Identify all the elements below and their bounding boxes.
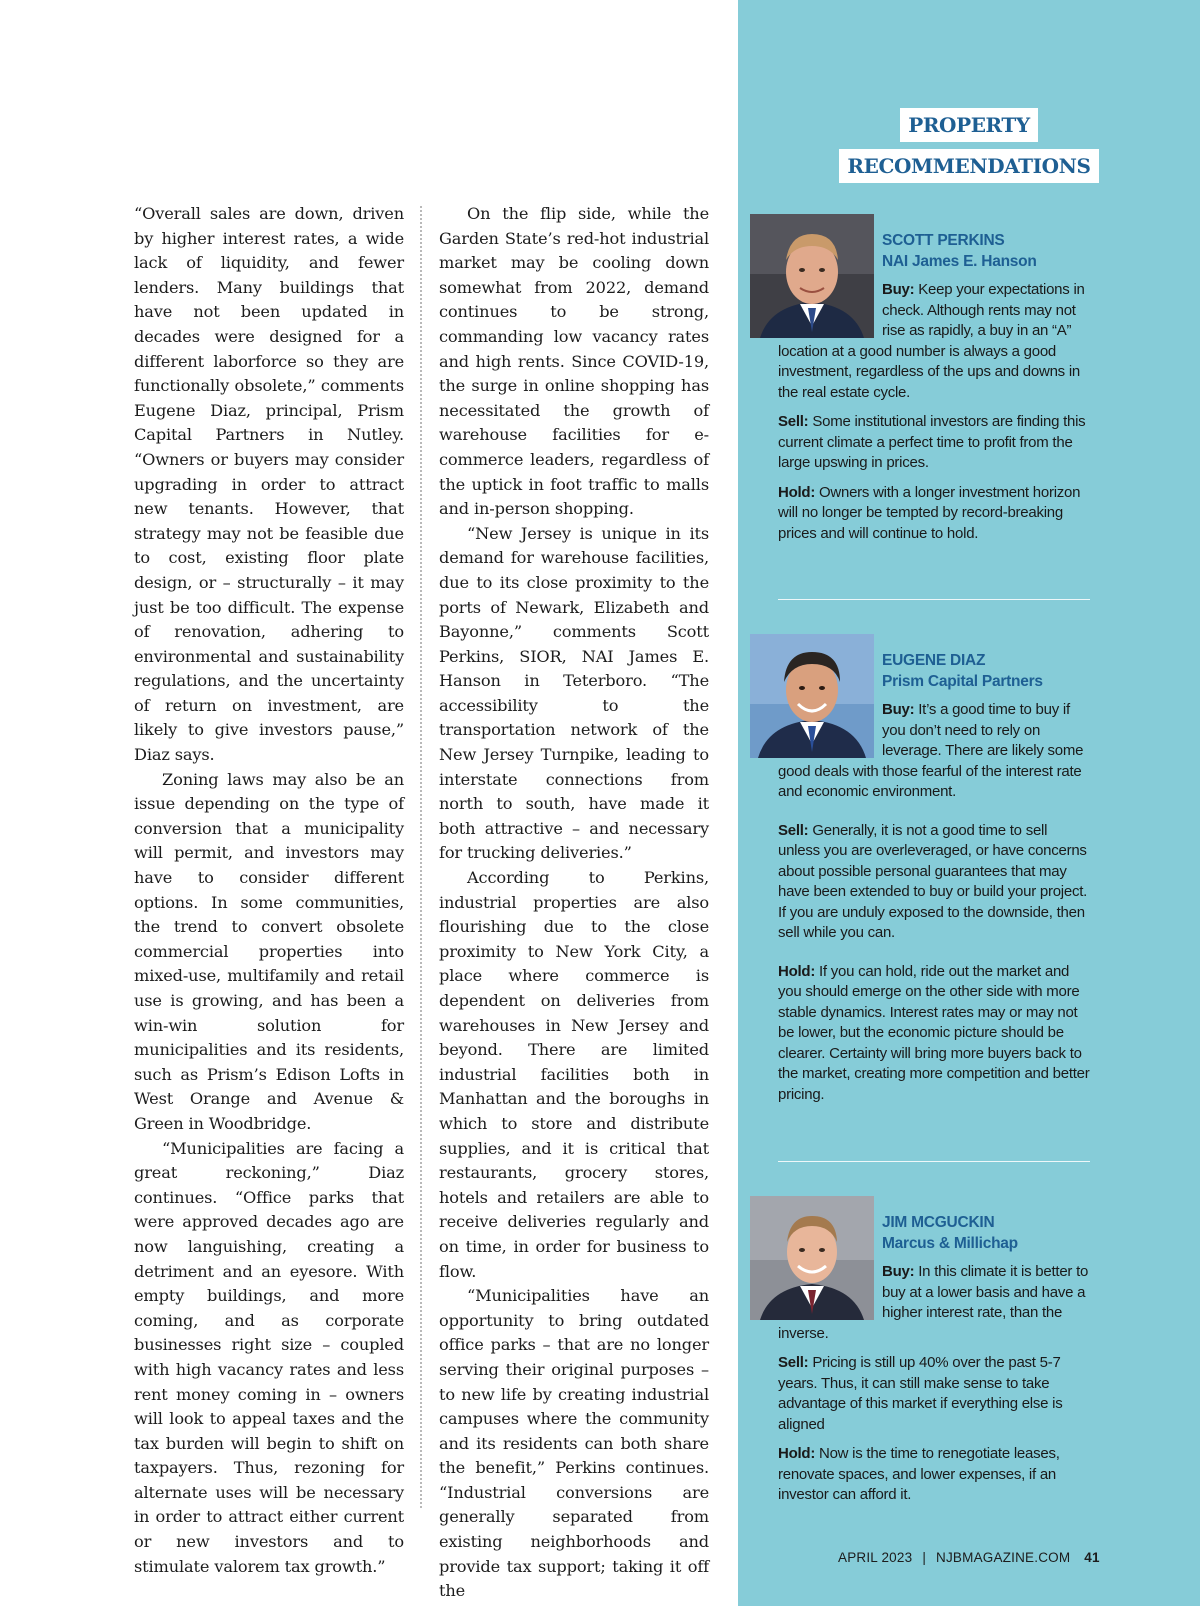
headshot-photo-mcguckin: [750, 1196, 874, 1320]
headshot-photo-diaz: [750, 634, 874, 758]
article-paragraph: “Municipalities are facing a great reckoning,” Diaz continues. “Office parks that were approved decades ago are now languishing, creating a detriment and an eyesore. With empty buildings, and more coming, and as corporate businesses right size – coupled with high vacancy rates and less rent money coming in – owners will look to appeal taxes and the tax burden will begin to shift on taxpayers. Thus, rezoning for alternate uses will be necessary in order to attract either current or new investors and to stimulate valorem tax growth.”: [134, 1138, 404, 1576]
sidebar-title-line-2: RECOMMENDATIONS: [738, 149, 1200, 183]
sell-recommendation: Sell: Some institutional investors are finding this current climate a perfect time to profit from the large upswing in prices.: [778, 413, 1086, 471]
article-paragraph: On the flip side, while the Garden State’s red-hot industrial market may be cooling down somewhat from 2022, demand continues to be strong, commanding low vacancy rates and high rents. Since COVID-19, the surge in online shopping has necessitated the growth of warehouse facilities for e-commerce leaders, regardless of the uptick in foot traffic to malls and in-person shopping.: [439, 204, 709, 519]
person-company: NAI James E. Hanson: [882, 253, 1037, 270]
recommendation-divider: [778, 599, 1090, 600]
article-paragraph: According to Perkins, industrial properties are also flourishing due to the close proximity to New York City, a place where commerce is dependent on deliveries from warehouses in New Jersey and beyond. There are limited industrial facilities both in Manhattan and the boroughs in which to store and distribute supplies, and it is critical that restaurants, grocery stores, hotels and retailers are able to receive deliveries regularly and on time, in order for business to flow.: [439, 868, 709, 1281]
buy-recommendation: Buy: It’s a good time to buy if you don’t need to rely on leverage. There are likely some good deals with those fearful of the interest rate and economic environment.: [778, 701, 1084, 800]
sidebar-title-line-1: PROPERTY: [738, 108, 1200, 142]
person-company: Prism Capital Partners: [882, 673, 1043, 690]
recommendation-mcguckin: [778, 1196, 1090, 1515]
article-paragraph: “Municipalities have an opportunity to bring outdated office parks – that are no longer serving their original purposes – to new life by creating industrial campuses where the community and its residents can both share the benefit,” Perkins continues. “Industrial conversions are generally separated from existing neighborhoods and provide tax support; taking it off the: [439, 1286, 709, 1601]
hold-recommendation: Hold: Owners with a longer investment horizon will no longer be tempted by record-breaking prices and will continue to hold.: [778, 483, 1081, 542]
buy-recommendation: Buy: In this climate it is better to buy at a lower basis and have a higher interest rate, than the inverse.: [778, 1263, 1089, 1342]
person-name: EUGENE DIAZ: [882, 652, 986, 669]
article-paragraph: “New Jersey is unique in its demand for warehouse facilities, due to its close proximity to the ports of Newark, Elizabeth and Bayonne,” comments Scott Perkins, SIOR, NAI James E. Hanson in Teterboro. “The accessibility to the transportation network of the New Jersey Turnpike, leading to interstate connections from north to south, have made it both attractive – and necessary for trucking deliveries.”: [439, 523, 709, 863]
recommendation-diaz: [778, 634, 1090, 1114]
recommendation-perkins: [778, 214, 1090, 553]
page-number: 41: [1084, 1550, 1100, 1565]
footer-separator: |: [922, 1550, 927, 1565]
recommendation-divider: [778, 1161, 1090, 1162]
article-middle-column: [439, 202, 709, 1604]
person-name: JIM MCGUCKIN: [882, 1214, 995, 1231]
hold-recommendation: Hold: If you can hold, ride out the market and you should emerge on the other side with more stable dynamics. Interest rates may or may not be lower, but the economic picture should be clearer. Certainty will bring more buyers back to the market, creating more competition and better pricing.: [778, 962, 1090, 1103]
issue-date: APRIL 2023: [838, 1550, 913, 1565]
column-divider: [420, 206, 422, 1508]
article-paragraph: “Overall sales are down, driven by higher interest rates, a wide lack of liquidity, and fewer lenders. Many buildings that have not been updated in decades were designed for a different laborforce so they are functionally obsolete,” comments Eugene Diaz, principal, Prism Capital Partners in Nutley. “Owners or buyers may consider upgrading in order to attract new tenants. However, that strategy may not be feasible due to cost, existing floor plate design, or – structurally – it may just be too difficult. The expense of renovation, adhering to environmental and sustainability regulations, and the uncertainty of return on investment, are likely to give investors pause,” Diaz says.: [134, 204, 404, 765]
headshot-photo-perkins: [750, 214, 874, 338]
page-footer: [838, 1550, 1118, 1565]
person-name: SCOTT PERKINS: [882, 232, 1005, 249]
sell-recommendation: Sell: Pricing is still up 40% over the past 5-7 years. Thus, it can still make sense to take advantage of this market if everything else is aligned: [778, 1354, 1063, 1433]
buy-recommendation: Buy: Keep your expectations in check. Although rents may not rise as rapidly, a buy in an “A” location at a good number is always a good investment, regardless of the ups and downs in the real estate cycle.: [778, 281, 1085, 401]
hold-recommendation: Hold: Now is the time to renegotiate leases, renovate spaces, and lower expenses, if an investor can afford it.: [778, 1445, 1060, 1503]
article-paragraph: Zoning laws may also be an issue depending on the type of conversion that a municipality will permit, and investors may have to consider different options. In some communities, the trend to convert obsolete commercial properties into mixed-use, multifamily and retail use is growing, and has been a win-win solution for municipalities and its residents, such as Prism’s Edison Lofts in West Orange and Avenue & Green in Woodbridge.: [134, 769, 404, 1133]
property-recommendations-sidebar: [738, 0, 1200, 1606]
article-left-column: [134, 202, 404, 1579]
website-link[interactable]: NJBMAGAZINE.COM: [936, 1550, 1071, 1565]
sell-recommendation: Sell: Generally, it is not a good time to sell unless you are overleveraged, or have concerns about possible personal guarantees that may have been extended to buy or build your project. If you are unduly exposed to the downside, then sell while you can.: [778, 821, 1088, 941]
person-company: Marcus & Millichap: [882, 1235, 1018, 1252]
